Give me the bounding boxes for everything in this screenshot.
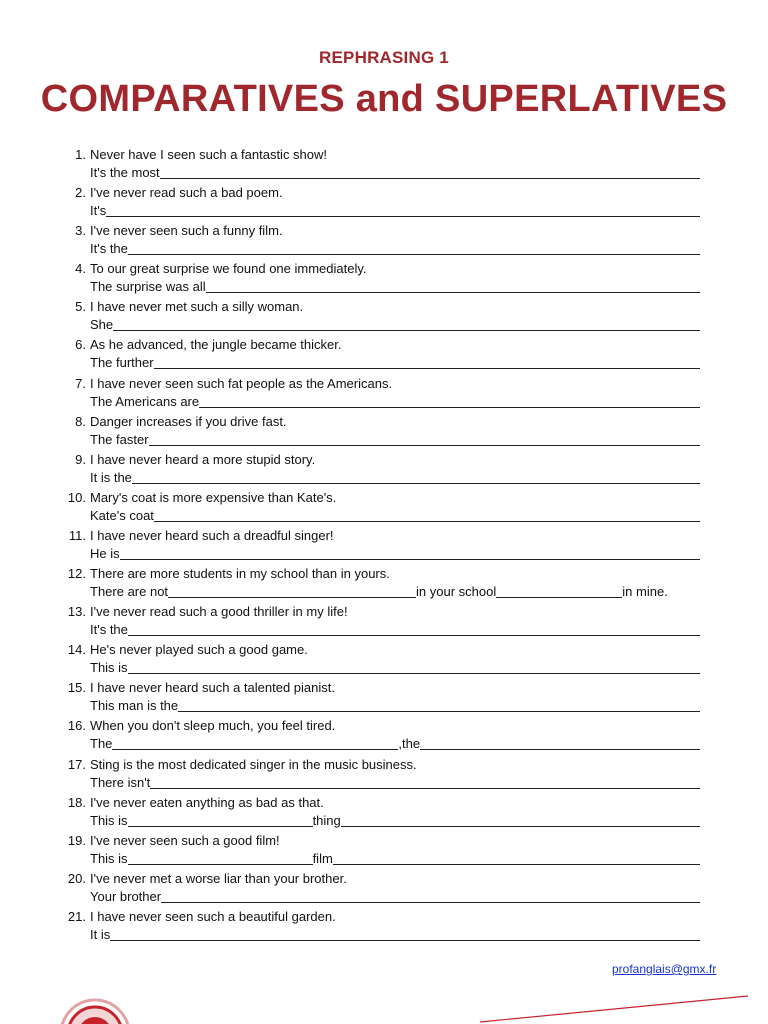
answer-stem: This is: [90, 812, 128, 828]
exercise-prompt: Sting is the most dedicated singer in the music business.: [90, 756, 417, 772]
answer-stem: Your brother: [90, 888, 162, 904]
answer-stem: This man is the: [90, 698, 179, 714]
exercise-number: 14.: [67, 642, 86, 658]
answer-stem: The further: [90, 355, 154, 371]
answer-stem: It is: [90, 926, 111, 942]
exercise-number: 17.: [67, 756, 86, 772]
answer-stem: The surprise was all: [90, 279, 206, 295]
worksheet-subtitle: REPHRASING 1: [319, 48, 449, 67]
exercise-prompt: I've never seen such a good film!: [90, 832, 280, 848]
exercise-number: 3.: [75, 223, 86, 239]
exercise-prompt: I've never met a worse liar than your brother.: [90, 870, 347, 886]
exercise-prompt: I have never seen such a beautiful garden.: [90, 908, 336, 924]
exercise-number: 12.: [67, 566, 86, 582]
exercise-number: 2.: [75, 185, 86, 201]
exercise-prompt: I've never eaten anything as bad as that.: [90, 794, 324, 810]
exercise-prompt: I've never seen such a funny film.: [90, 223, 283, 239]
exercise-prompt: There are more students in my school than in yours.: [90, 566, 390, 582]
exercise-number: 19.: [67, 832, 86, 848]
answer-stem: It's the: [90, 241, 128, 257]
exercise-prompt: To our great surprise we found one immediately.: [90, 261, 367, 277]
answer-stem: The Americans are: [90, 393, 200, 409]
answer-stem: It's the: [90, 622, 128, 638]
exercise-prompt: He's never played such a good game.: [90, 642, 308, 658]
answer-stem: in mine.: [622, 584, 668, 600]
exercise-prompt: I've never read such a bad poem.: [90, 185, 283, 201]
answer-stem: It is the: [90, 469, 132, 485]
exercise-number: 5.: [75, 299, 86, 315]
footer-rule-line: [480, 996, 748, 1022]
exercise-number: 1.: [75, 147, 86, 162]
answer-stem: This is: [90, 660, 128, 676]
answer-stem: He is: [90, 545, 120, 561]
answer-stem: thing: [312, 812, 341, 828]
exercise-number: 9.: [75, 451, 86, 467]
exercise-prompt: I have never heard such a dreadful singer!: [90, 527, 334, 543]
answer-stem: film: [312, 850, 333, 866]
exercise-prompt: Mary's coat is more expensive than Kate's.: [90, 489, 337, 505]
exercise-prompt: Never have I seen such a fantastic show!: [90, 147, 328, 162]
exercise-number: 4.: [75, 261, 86, 277]
logo-icon: [61, 1000, 129, 1024]
exercise-prompt: I have never heard a more stupid story.: [90, 451, 316, 467]
exercise-number: 7.: [75, 375, 86, 391]
exercise-number: 18.: [67, 794, 86, 810]
exercise-number: 8.: [75, 413, 86, 429]
answer-stem: The faster: [90, 431, 149, 447]
answer-stem: She: [90, 317, 114, 333]
exercise-prompt: I have never met such a silly woman.: [90, 299, 304, 315]
exercise-prompt: When you don't sleep much, you feel tired.: [90, 718, 336, 734]
exercise-number: 13.: [67, 604, 86, 620]
answer-stem: The: [90, 736, 113, 752]
exercise-prompt: Danger increases if you drive fast.: [90, 413, 287, 429]
exercise-number: 11.: [68, 527, 86, 543]
exercise-number: 10.: [67, 489, 86, 505]
exercise-prompt: As he advanced, the jungle became thicker.: [90, 337, 342, 353]
email-link[interactable]: profanglais@gmx.fr: [612, 962, 717, 976]
exercise-number: 6.: [75, 337, 86, 353]
exercise-number: 20.: [67, 870, 86, 886]
answer-stem: It's: [90, 203, 107, 219]
exercise-prompt: I've never read such a good thriller in my life!: [90, 604, 348, 620]
exercise-number: 16.: [67, 718, 86, 734]
exercise-prompt: I have never heard such a talented pianist.: [90, 680, 335, 696]
worksheet-title: COMPARATIVES and SUPERLATIVES: [40, 78, 728, 120]
answer-stem: This is: [90, 850, 128, 866]
answer-stem: It's the most: [90, 165, 160, 180]
answer-stem: ,the: [398, 736, 421, 752]
exercise-number: 15.: [67, 680, 86, 696]
answer-stem: There are not: [90, 584, 169, 600]
exercise-prompt: I have never seen such fat people as the Americans.: [90, 375, 393, 391]
answer-stem: in your school: [416, 584, 497, 600]
answer-stem: There isn't: [90, 774, 151, 790]
exercise-number: 21.: [67, 908, 86, 924]
answer-stem: Kate's coat: [90, 507, 154, 523]
